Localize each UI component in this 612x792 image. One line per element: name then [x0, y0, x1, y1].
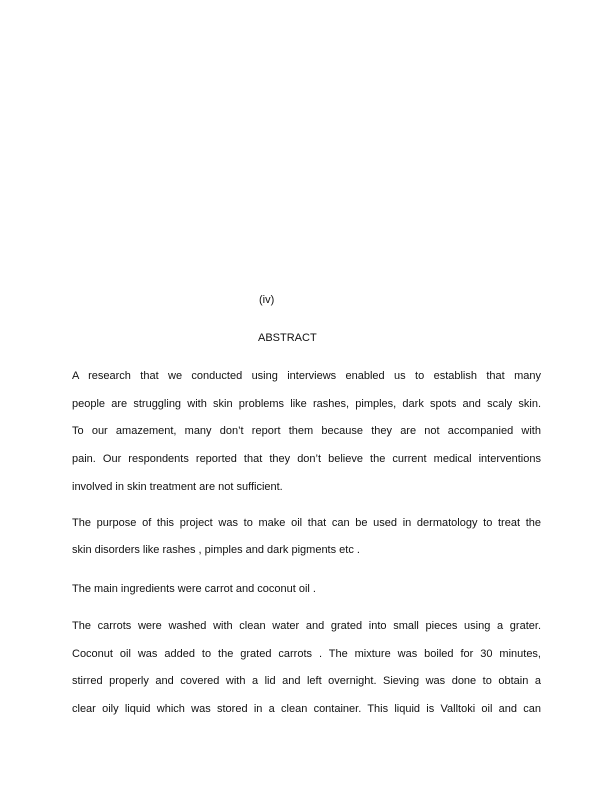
- text-line: clear oily liquid which was stored in a clean container. This liquid is Valltoki oil and can: [72, 703, 541, 715]
- text-line: skin disorders like rashes , pimples and dark pigments etc .: [72, 544, 360, 556]
- text-line: Coconut oil was added to the grated carrots . The mixture was boiled for 30 minutes,: [72, 648, 541, 660]
- text-line: stirred properly and covered with a lid and left overnight. Sieving was done to obtain a: [72, 675, 541, 687]
- abstract-heading: ABSTRACT: [258, 332, 317, 344]
- text-line: To our amazement, many don’t report them because they are not accompanied with: [72, 425, 541, 437]
- text-line: The main ingredients were carrot and coconut oil .: [72, 583, 316, 595]
- page-number: (iv): [259, 294, 275, 306]
- text-line: A research that we conducted using interviews enabled us to establish that many: [72, 370, 541, 382]
- text-line: The carrots were washed with clean water and grated into small pieces using a grater.: [72, 620, 541, 632]
- text-line: involved in skin treatment are not sufficient.: [72, 481, 283, 493]
- text-line: The purpose of this project was to make oil that can be used in dermatology to treat the: [72, 517, 541, 529]
- text-line: pain. Our respondents reported that they don’t believe the current medical interventions: [72, 453, 541, 465]
- text-line: people are struggling with skin problems like rashes, pimples, dark spots and scaly skin.: [72, 398, 541, 410]
